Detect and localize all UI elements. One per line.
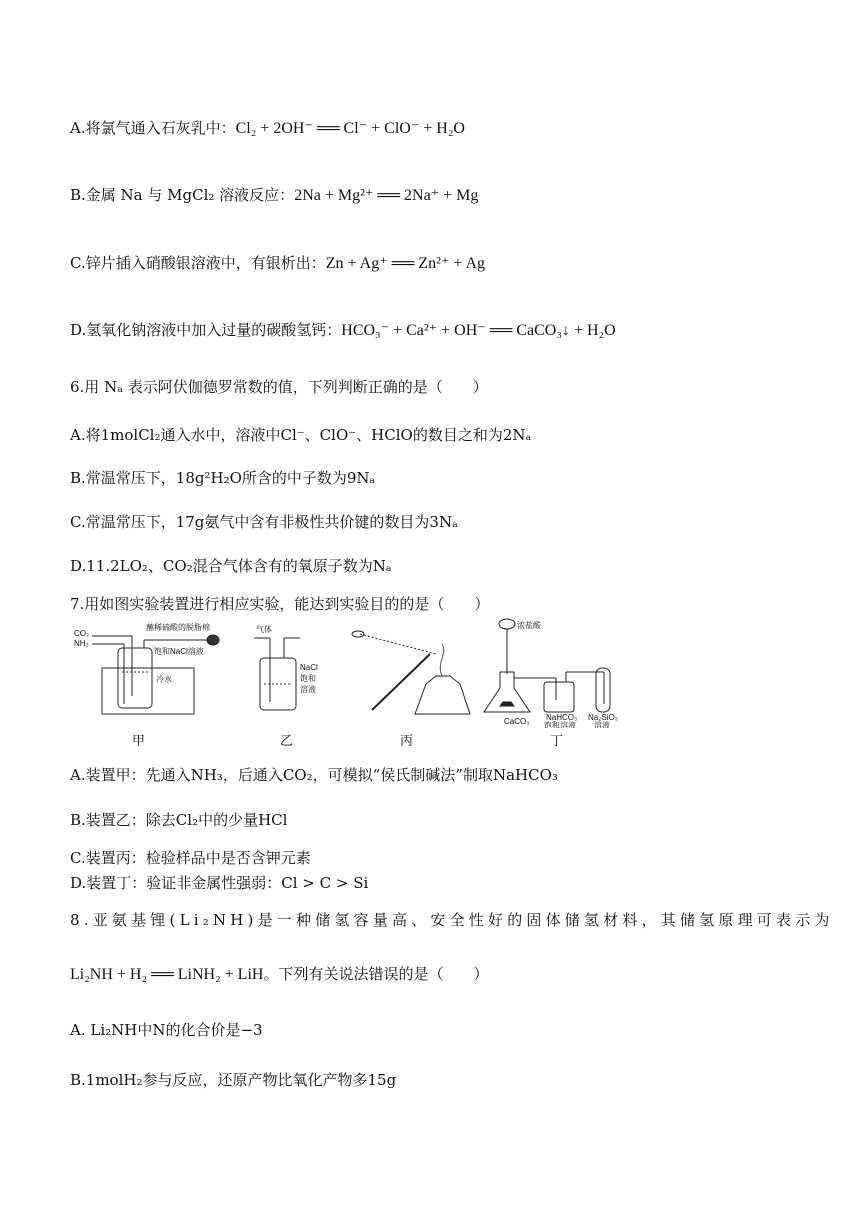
label-nacl-1: NaCl [300,663,318,672]
q8-option-b: B.1molH₂参与反应，还原产物比氧化产物多15g [70,1071,397,1089]
ding-test-tube [596,668,610,712]
label-co2: CO₂ [74,629,90,638]
q7-option-b: B.装置乙：除去Cl₂中的少量HCl [70,811,288,829]
q8-stem-line2 [70,964,488,985]
q5-option-c-text: C.锌片插入硝酸银溶液中，有银析出： [70,254,326,272]
caption-bing: 丙 [400,734,414,749]
q5-option-c-formula: Zn + Ag⁺ ══ Zn²⁺ + Ag [325,255,486,272]
label-na2sio3-2: 溶液 [594,721,610,728]
bing-lamp [415,676,470,714]
q8-stem-tail: 。下列有关说法错误的是（ ） [263,965,489,983]
label-nahco3-1: NaHCO₃ [546,713,578,722]
q6-option-c: C.常温常压下，17g氨气中含有非极性共价键的数目为3Nₐ [70,513,458,531]
q6-option-d: D.11.2LO₂、CO₂混合气体含有的氧原子数为Nₐ [70,557,392,575]
label-gas: 气体 [256,625,272,634]
q7-stem: 7.用如图实验装置进行相应实验，能达到实验目的的是（ ） [70,595,490,613]
q7-option-a: A.装置甲：先通入NH₃，后通入CO₂，可模拟“侯氏制碱法”制取NaHCO₃ [70,766,558,784]
bing-wire [372,654,430,710]
q8-option-a: A. Li₂NH中N的化合价是−3 [70,1021,263,1039]
jia-cotton [207,635,219,645]
q5-option-d-formula: HCO₃⁻ + Ca²⁺ + OH⁻ ══ CaCO₃↓ + H₂O [341,322,616,339]
jia-bottle [118,648,152,708]
label-na2sio3-1: Na₂SiO₃ [588,713,618,722]
jia-water-bath [102,668,194,714]
label-nacl-solution: 饱和NaCl溶液 [154,647,204,656]
q8-formula: Li₂NH + H₂ ══ LiNH₂ + LiH [70,966,264,983]
caption-jia: 甲 [132,734,146,749]
q6-stem: 6.用 Nₐ 表示阿伏伽德罗常数的值，下列判断正确的是（ ） [70,378,488,396]
q5-option-c [70,253,485,274]
label-conc-hcl: 浓盐酸 [517,621,541,630]
q7-option-c: C.装置丙：检验样品中是否含钾元素 [70,849,311,867]
label-nh3: NH₃ [74,639,89,648]
q5-option-d-text: D.氢氧化钠溶液中加入过量的碳酸氢钙： [70,321,342,339]
q6-option-a: A.将1molCl₂通入水中，溶液中Cl⁻、ClO⁻、HClO的数目之和为2Nₐ [70,426,532,444]
caption-yi: 乙 [280,734,294,749]
label-nahco3-2: 饱和溶液 [544,721,576,728]
ding-bottle [544,682,574,712]
q5-option-a [70,118,465,139]
q5-option-d [70,320,616,341]
q5-option-a-formula: Cl₂ + 2OH⁻ ══ Cl⁻ + ClO⁻ + H₂O [235,120,465,137]
q7-apparatus-figure [70,618,630,748]
q7-apparatus-drawing [70,618,630,728]
q5-option-b [70,185,478,206]
caption-ding: 丁 [550,734,564,749]
label-caco3: CaCO₃ [504,717,530,726]
q5-option-b-text: B.金属 Na 与 MgCl₂ 溶液反应： [70,186,295,204]
label-nacl-3: 溶液 [300,685,316,694]
q6-option-b: B.常温常压下，18g²H₂O所含的中子数为9Nₐ [70,469,376,487]
q7-option-d: D.装置丁：验证非金属性强弱：Cl > C > Si [70,874,369,892]
q5-option-b-formula: 2Na + Mg²⁺ ══ 2Na⁺ + Mg [294,187,479,204]
label-nacl-2: 饱和 [300,674,316,683]
label-cotton: 蘸稀硫酸的脱脂棉 [146,623,210,632]
q8-stem-line1: 8.亚氨基锂(Li₂NH)是一种储氢容量高、安全性好的固体储氢材料，其储氢原理可表示为 [70,911,834,929]
label-cold-water: 冷水 [156,675,172,684]
q5-option-a-text: A.将氯气通入石灰乳中： [70,119,236,137]
